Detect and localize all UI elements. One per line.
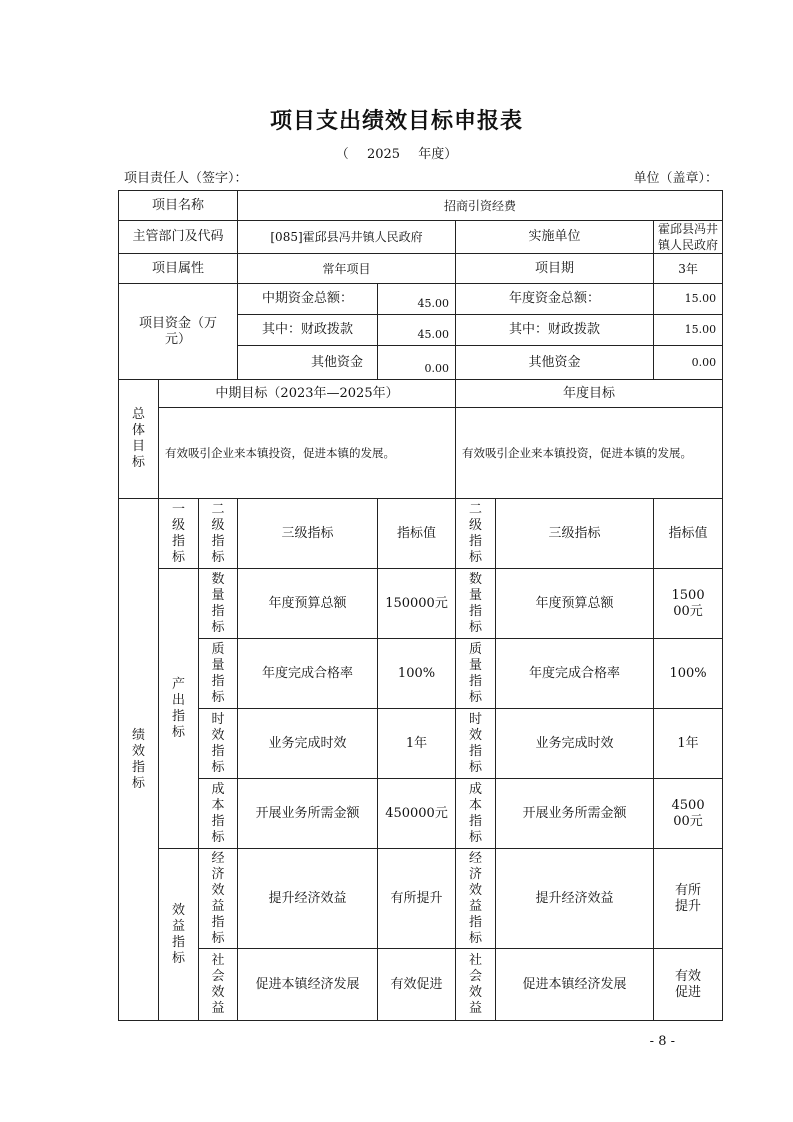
- project-name-label: 项目名称: [119, 191, 238, 221]
- header-level1: 一级指标: [159, 499, 199, 569]
- table-row-level2-annual: 经济效益指标: [456, 849, 496, 949]
- annual-fiscal-value: 15.00: [654, 315, 723, 346]
- annual-other-label: 其他资金: [456, 346, 654, 380]
- period-label: 项目期: [456, 254, 654, 284]
- table-row-value: 100%: [378, 639, 456, 709]
- annual-goal-header: 年度目标: [456, 380, 723, 408]
- mid-goal-text: 有效吸引企业来本镇投资，促进本镇的发展。: [159, 408, 456, 499]
- annual-fiscal-label: 其中：财政拨款: [456, 315, 654, 346]
- page-title: 项目支出绩效目标申报表: [269, 108, 523, 134]
- dept-label: 主管部门及代码: [119, 221, 238, 254]
- mid-total-value: 45.00: [378, 284, 456, 315]
- annual-total-label: 年度资金总额：: [456, 284, 654, 315]
- table-row-level3: 年度预算总额: [238, 569, 378, 639]
- table-row-level2: 质量指标: [199, 639, 238, 709]
- year-close: 年度）: [418, 147, 458, 162]
- mid-fiscal-label: 其中：财政拨款: [238, 315, 378, 346]
- table-row-value: 1年: [378, 709, 456, 779]
- table-row-value-annual: 1年: [654, 709, 723, 779]
- page-number: - 8 -: [649, 1034, 675, 1049]
- table-row-level3-annual: 年度完成合格率: [496, 639, 654, 709]
- funds-label: 项目资金（万元）: [119, 284, 238, 380]
- mid-fiscal-value: 45.00: [378, 315, 456, 346]
- impl-unit-value: 霍邱县冯井镇人民政府: [654, 221, 723, 254]
- year-value: 2025: [366, 147, 401, 162]
- table-row-value-annual: 有所提升: [654, 849, 723, 949]
- table-row-value: 450000元: [378, 779, 456, 849]
- table-row-level2: 时效指标: [199, 709, 238, 779]
- year-open: （: [335, 147, 349, 162]
- table-row-value: 有所提升: [378, 849, 456, 949]
- mid-other-value: 0.00: [378, 346, 456, 380]
- table-row-level3-annual: 提升经济效益: [496, 849, 654, 949]
- table-row-level3-annual: 促进本镇经济发展: [496, 949, 654, 1021]
- signer-label: 项目责任人（签字）：: [124, 171, 248, 186]
- mid-other-label: 其他资金: [238, 346, 378, 380]
- table-row-level2-annual: 社会效益: [456, 949, 496, 1021]
- annual-goal-text: 有效吸引企业来本镇投资，促进本镇的发展。: [456, 408, 723, 499]
- annual-total-value: 15.00: [654, 284, 723, 315]
- attr-label: 项目属性: [119, 254, 238, 284]
- overall-goal-label: 总体目标: [119, 380, 159, 499]
- performance-target-table: [118, 190, 723, 1021]
- table-row-level3-annual: 开展业务所需金额: [496, 779, 654, 849]
- table-row-value-annual: 450000元: [654, 779, 723, 849]
- table-row-level3: 年度完成合格率: [238, 639, 378, 709]
- year-line: [0, 143, 793, 162]
- table-row-value-annual: 150000元: [654, 569, 723, 639]
- table-row-level3-annual: 业务完成时效: [496, 709, 654, 779]
- annual-other-value: 0.00: [654, 346, 723, 380]
- period-value: 3年: [654, 254, 723, 284]
- table-row-level3: 促进本镇经济发展: [238, 949, 378, 1021]
- table-row-level3: 开展业务所需金额: [238, 779, 378, 849]
- perf-indicator-label: 绩效指标: [119, 499, 159, 1021]
- impl-unit-label: 实施单位: [456, 221, 654, 254]
- attr-value: 常年项目: [238, 254, 456, 284]
- header-level3-annual: 三级指标: [496, 499, 654, 569]
- unit-seal-label: 单位（盖章）：: [633, 171, 718, 186]
- dept-value: [085]霍邱县冯井镇人民政府: [238, 221, 456, 254]
- table-row-level2: 经济效益指标: [199, 849, 238, 949]
- header-level3: 三级指标: [238, 499, 378, 569]
- header-value-annual: 指标值: [654, 499, 723, 569]
- header-level2: 二级指标: [199, 499, 238, 569]
- mid-goal-header: 中期目标（2023年—2025年）: [159, 380, 456, 408]
- table-row-level3: 业务完成时效: [238, 709, 378, 779]
- table-row-value: 有效促进: [378, 949, 456, 1021]
- header-level2-annual: 二级指标: [456, 499, 496, 569]
- output-indicator-label: 产出指标: [159, 569, 199, 849]
- table-row-value-annual: 100%: [654, 639, 723, 709]
- table-row-level2-annual: 数量指标: [456, 569, 496, 639]
- table-row-level2-annual: 时效指标: [456, 709, 496, 779]
- benefit-indicator-label: 效益指标: [159, 849, 199, 1021]
- table-row-level3-annual: 年度预算总额: [496, 569, 654, 639]
- table-row-level3: 提升经济效益: [238, 849, 378, 949]
- table-row-level2: 社会效益: [199, 949, 238, 1021]
- table-row-level2: 数量指标: [199, 569, 238, 639]
- table-row-level2: 成本指标: [199, 779, 238, 849]
- table-row-level2-annual: 成本指标: [456, 779, 496, 849]
- project-name-value: 招商引资经费: [238, 191, 723, 221]
- mid-total-label: 中期资金总额：: [238, 284, 378, 315]
- table-row-value: 150000元: [378, 569, 456, 639]
- table-row-value-annual: 有效促进: [654, 949, 723, 1021]
- header-value: 指标值: [378, 499, 456, 569]
- table-row-level2-annual: 质量指标: [456, 639, 496, 709]
